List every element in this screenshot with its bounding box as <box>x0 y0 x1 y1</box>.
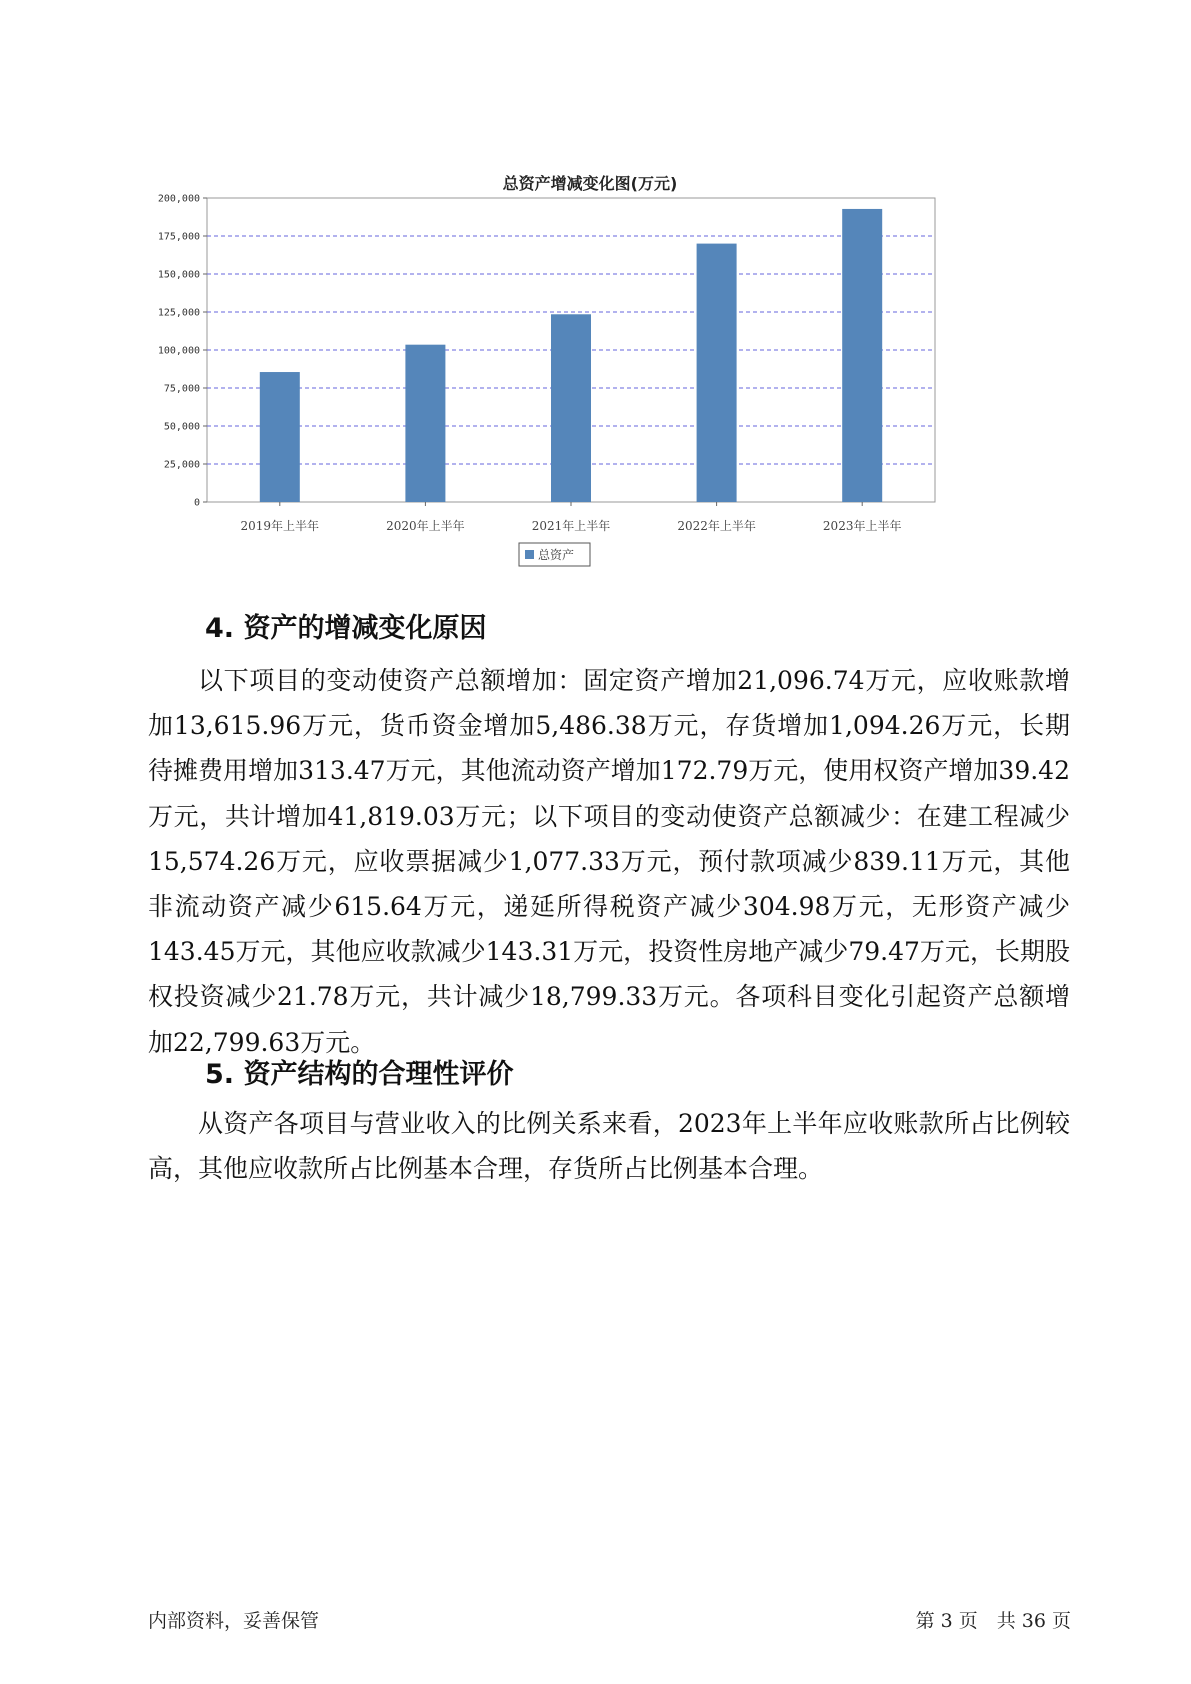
y-tick-label: 125,000 <box>157 307 200 319</box>
section-4-paragraph: 以下项目的变动使资产总额增加：固定资产增加21,096.74万元，应收账款增加13,615.96万元，货币资金增加5,486.38万元，存货增加1,094.26万元，长期待摊费用增加313.47万元，其他流动资产增加172.79万元，使用权资产增加39.42万元，共计增加41,819.03万元；以下项目的变动使资产总额减少：在建工程减少15,574.26万元，应收票据减少1,077.33万元，预付款项减少839.11万元，其他非流动资产减少615.64万元，递延所得税资产减少304.98万元，无形资产减少143.45万元，其他应收款减少143.31万元，投资性房地产减少79.47万元，长期股权投资减少21.78万元，共计减少18,799.33万元。各项科目变化引起资产总额增加22,799.63万元。 <box>148 666 1070 1057</box>
bar <box>842 209 882 502</box>
section-4-heading: 4. 资产的增减变化原因 <box>205 613 487 644</box>
x-tick-label: 2020年上半年 <box>386 519 465 533</box>
section-5-heading: 5. 资产结构的合理性评价 <box>205 1059 514 1090</box>
bar <box>405 345 445 502</box>
total-assets-chart <box>150 165 1030 625</box>
chart-title: 总资产增减变化图(万元) <box>502 174 678 193</box>
x-tick-label: 2022年上半年 <box>677 519 756 533</box>
legend-label: 总资产 <box>538 548 575 562</box>
legend-swatch <box>525 550 534 559</box>
bar <box>260 372 300 502</box>
y-tick-label: 175,000 <box>157 231 200 243</box>
x-tick-label: 2023年上半年 <box>822 519 902 533</box>
x-tick-label: 2021年上半年 <box>531 519 611 533</box>
section-5-paragraph: 从资产各项目与营业收入的比例关系来看，2023年上半年应收账款所占比例较高，其他应收款所占比例基本合理，存货所占比例基本合理。 <box>148 1109 1070 1184</box>
y-tick-label: 50,000 <box>163 421 200 433</box>
y-tick-label: 150,000 <box>157 269 200 281</box>
footer-page-number: 第 3 页 共 36 页 <box>915 1610 1071 1632</box>
y-tick-label: 100,000 <box>157 345 200 357</box>
y-tick-label: 25,000 <box>163 459 200 471</box>
bar <box>551 314 591 502</box>
x-tick-label: 2019年上半年 <box>240 519 320 533</box>
y-tick-label: 200,000 <box>157 193 200 205</box>
y-tick-label: 0 <box>193 497 200 509</box>
chart-canvas <box>150 165 1030 625</box>
bar <box>697 244 737 502</box>
y-tick-label: 75,000 <box>163 383 200 395</box>
footer-confidential-note: 内部资料，妥善保管 <box>148 1610 320 1632</box>
